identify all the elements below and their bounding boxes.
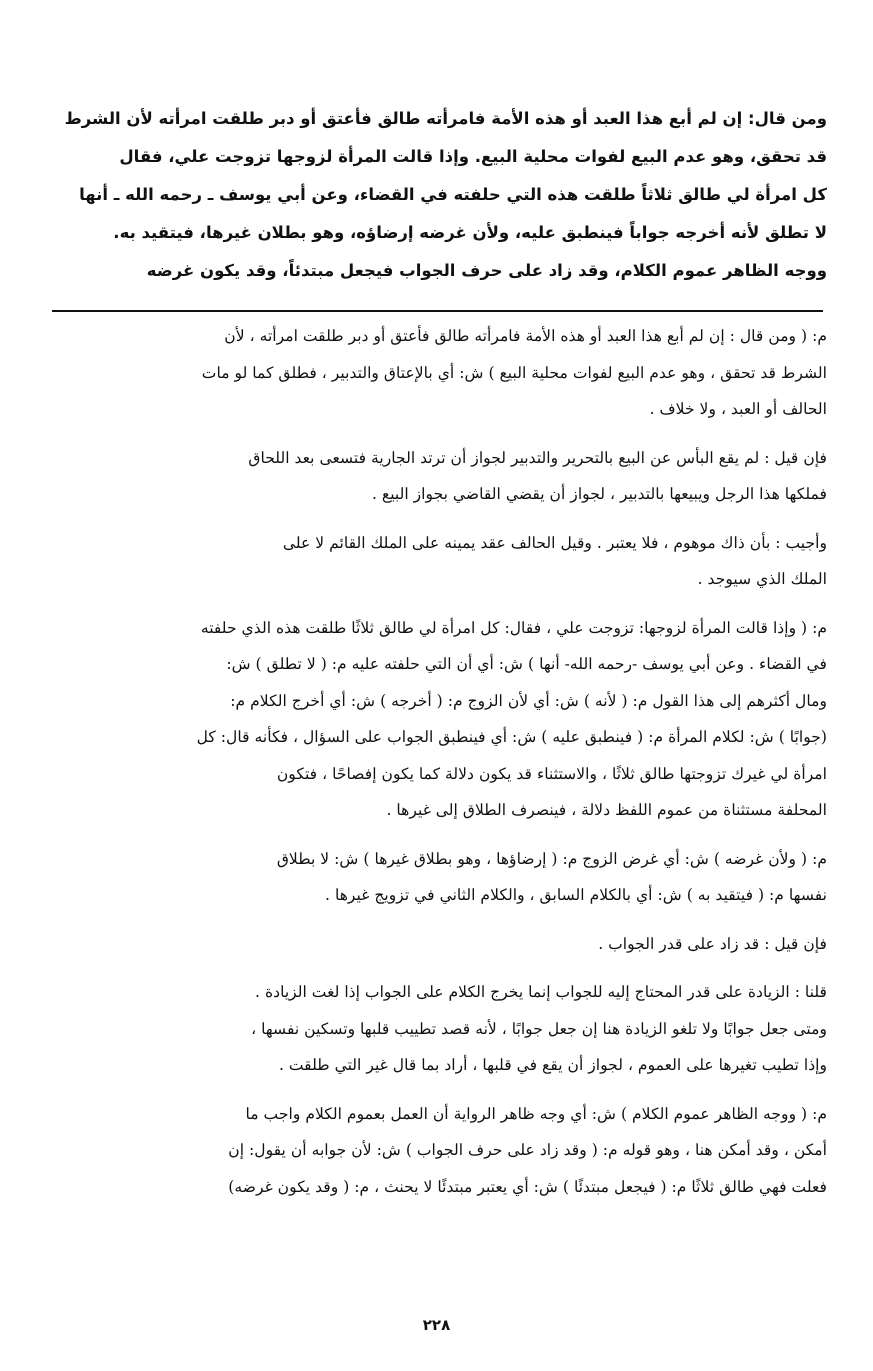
main-text	[52, 100, 827, 290]
commentary-line: نفسها م: ( فيتقيد به ) ش: أي بالكلام السابق ، والكلام الثاني في تزويج غيرها .	[325, 886, 827, 904]
commentary-line: ومتى جعل جوابًا ولا تلغو الزيادة هنا إن جعل جوابًا ، لأنه قصد تطييب قلبها وتسكين نفسها ،	[251, 1019, 827, 1038]
commentary-line: الملك الذي سيوجد .	[697, 570, 827, 588]
commentary	[52, 318, 827, 1217]
section-divider	[52, 310, 823, 312]
commentary-line: م: ( ولأن غرضه ) ش: أي غرض الزوج م: ( إرضاؤها ، وهو بطلاق غيرها ) ش: لا بطلاق	[276, 849, 827, 868]
page-number: ٢٢٨	[422, 1316, 451, 1334]
commentary-line: وإذا تطيب تغيرها على العموم ، لجواز أن يقع في قلبها ، أراد بما قال غير التي طلقت .	[278, 1056, 827, 1074]
commentary-line: م: ( وإذا قالت المرأة لزوجها: تزوجت علي ، فقال: كل امرأة لي طالق ثلاثًا طلقت هذه الذي حلفته	[200, 618, 827, 637]
commentary-paragraph	[52, 1096, 827, 1206]
commentary-paragraph	[52, 440, 827, 513]
commentary-line: الحالف أو العبد ، ولا خلاف .	[649, 400, 827, 418]
main-text-line: قد تحقق، وهو عدم البيع لفوات محلية البيع. وإذا قالت المرأة لزوجها تزوجت علي، فقال	[119, 147, 827, 166]
commentary-line: فملكها هذا الرجل ويبيعها بالتدبير ، لجواز أن يقضي القاضي بجواز البيع .	[371, 485, 827, 503]
commentary-paragraph	[52, 926, 827, 963]
commentary-line: (جوابًا ) ش: لكلام المرأة م: ( فينطبق عليه ) ش: أي فينطبق الجواب على السؤال ، فكأنه قال: كل	[196, 728, 827, 746]
commentary-paragraph	[52, 610, 827, 829]
commentary-line: الشرط قد تحقق ، وهو عدم البيع لفوات محلية البيع ) ش: أي بالإعتاق والتدبير ، فطلق كما لو مات	[201, 363, 827, 382]
commentary-line: في القضاء . وعن أبي يوسف -رحمه الله- أنها ) ش: أي أن التي حلفته عليه م: ( لا تطلق ) ش:	[226, 655, 827, 673]
commentary-line: فإن قيل : قد زاد على قدر الجواب .	[598, 934, 827, 953]
main-text-line: لا تطلق لأنه أخرجه جواباً فينطبق عليه، ولأن غرضه إرضاؤه، وهو بطلان غيرها، فيتقيد به.	[113, 223, 827, 242]
main-text-line: ومن قال: إن لم أبع هذا العبد أو هذه الأمة فامرأته طالق فأعتق أو دبر طلقت امرأته لأن الشرط	[64, 109, 827, 128]
commentary-line: فعلت فهي طالق ثلاثًا م: ( فيجعل مبتدئًا ) ش: أي يعتبر مبتدئًا لا يحنث ، م: ( وقد يكون غرضه)	[228, 1177, 827, 1196]
commentary-paragraph	[52, 974, 827, 1084]
commentary-line: ومال أكثرهم إلى هذا القول م: ( لأنه ) ش: أي لأن الزوج م: ( أخرجه ) ش: أي أخرج الكلام م:	[230, 691, 827, 710]
commentary-line: وأجيب : بأن ذاك موهوم ، فلا يعتبر . وقيل الحالف عقد يمينه على الملك القائم لا على	[282, 533, 827, 552]
commentary-line: امرأة لي غيرك تزوجتها طالق ثلاثًا ، والاستثناء قد يكون دلالة كما يكون إفصاحًا ، فتكون	[276, 764, 827, 783]
main-text-line: ووجه الظاهر عموم الكلام، وقد زاد على حرف الجواب فيجعل مبتدئاً، وقد يكون غرضه	[146, 261, 827, 280]
commentary-line: المحلفة مستثناة من عموم اللفظ دلالة ، فينصرف الطلاق إلى غيرها .	[386, 801, 827, 819]
commentary-line: م: ( ومن قال : إن لم أبع هذا العبد أو هذه الأمة فامرأته طالق فأعتق أو دبر طلقت امرأته ، لأن	[224, 327, 827, 345]
commentary-paragraph	[52, 318, 827, 428]
commentary-line: أمكن ، وقد أمكن هنا ، وهو قوله م: ( وقد زاد على حرف الجواب ) ش: لأن جوابه أن يقول: إن	[228, 1141, 827, 1159]
commentary-line: م: ( ووجه الظاهر عموم الكلام ) ش: أي وجه ظاهر الرواية أن العمل بعموم الكلام واجب ما	[245, 1104, 827, 1123]
commentary-line: فإن قيل : لم يقع البأس عن البيع بالتحرير والتدبير لجواز أن ترتد الجارية فتسعى بعد اللحاق	[248, 448, 827, 467]
commentary-paragraph	[52, 525, 827, 598]
main-text-line: كل امرأة لي طالق ثلاثاً طلقت هذه التي حلفته في القضاء، وعن أبي يوسف ـ رحمه الله ـ أنها	[79, 185, 827, 204]
commentary-paragraph	[52, 841, 827, 914]
commentary-line: قلنا : الزيادة على قدر المحتاج إليه للجواب إنما يخرج الكلام على الجواب إذا لغت الزيادة .	[255, 983, 827, 1001]
